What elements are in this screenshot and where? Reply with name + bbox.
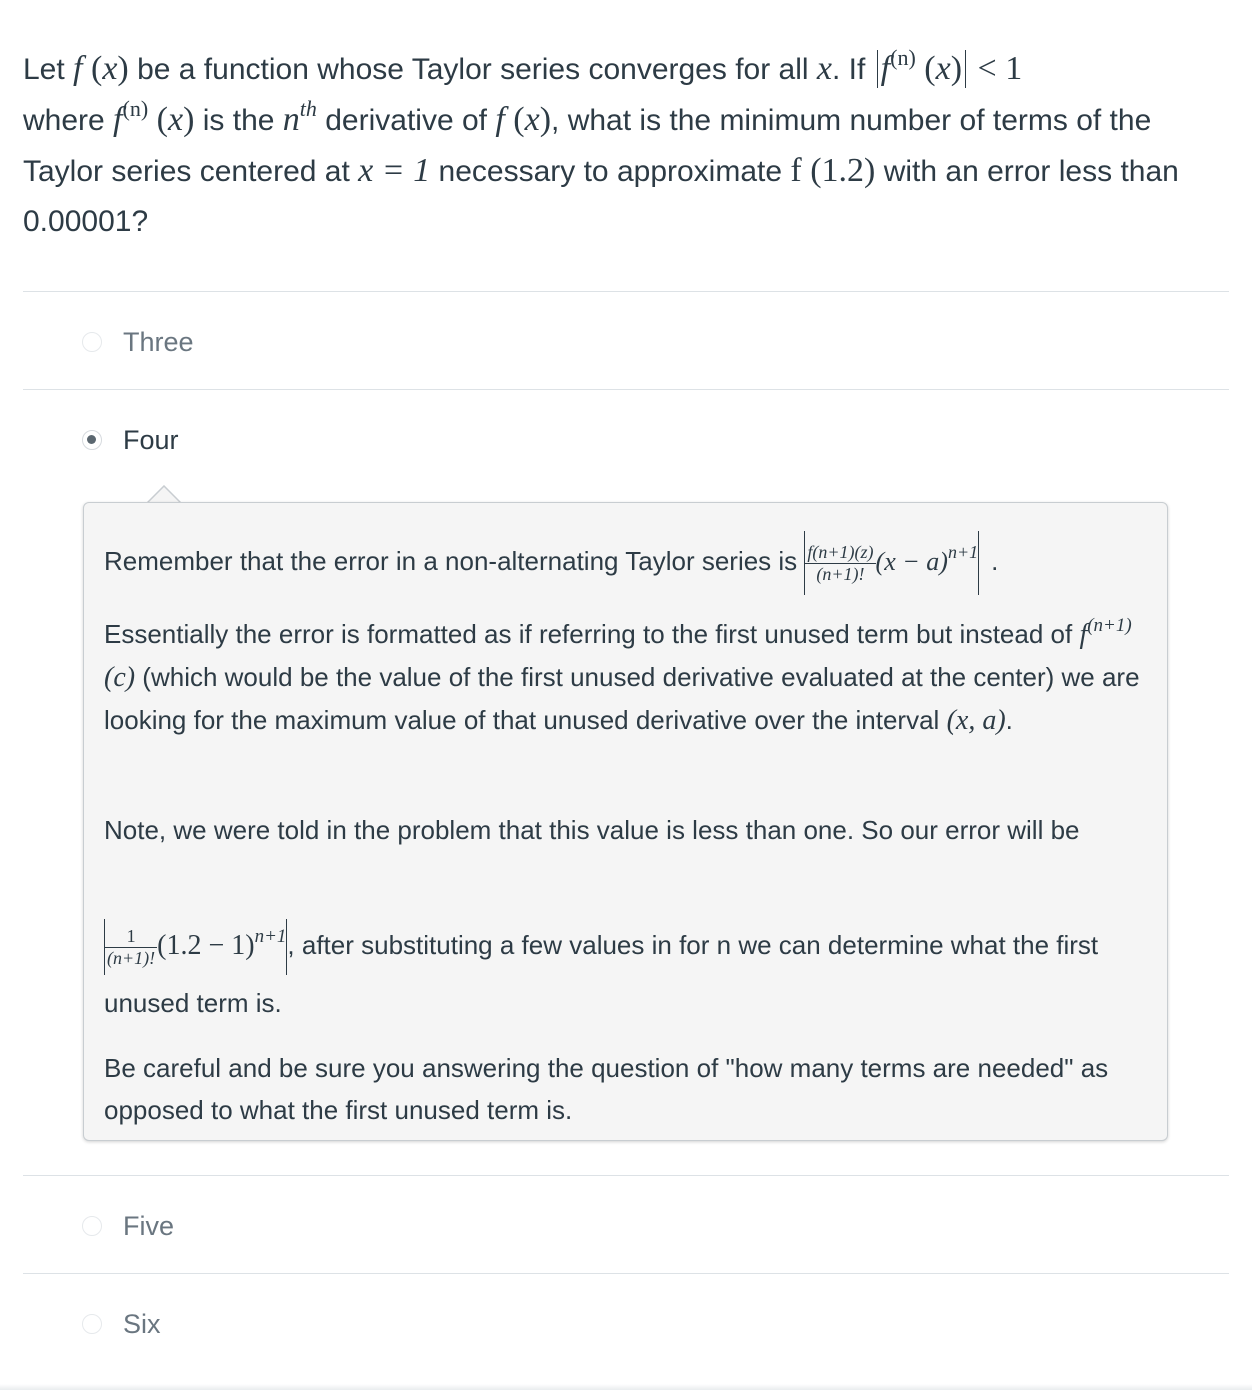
error-fraction: $\frac{f(n+1)(z)}{(n+1)!}$ [807, 541, 874, 584]
question-fragment: necessary to approximate [430, 155, 791, 188]
question-fragment: , what is the minimum number of terms of the Taylor series centered at [23, 104, 1152, 188]
math-nth: $n^{th}$ [282, 96, 317, 138]
math-interval: (x, a) [946, 705, 1006, 736]
math-x: x [816, 50, 832, 87]
question-fragment: where [23, 104, 114, 137]
answer-option-three[interactable] [82, 327, 194, 357]
comment-text: Remember that the error in a non-alternating Taylor series is [104, 545, 805, 576]
math-fx: f (x) [495, 101, 552, 138]
question-text [23, 44, 1233, 247]
error-bound-fraction: $\frac{1}{(n+1)!}$ [107, 925, 156, 968]
radio-button[interactable] [82, 1216, 102, 1236]
math-fx: f (x) [73, 50, 129, 87]
question-fragment: be a function whose Taylor series converges for all [128, 53, 817, 86]
math-center: x = 1 [358, 152, 431, 189]
answer-option-five[interactable] [82, 1211, 174, 1241]
math-derivative-bound: $f^{(n)}$ (x) < 1 [874, 50, 1023, 87]
math-f-n1: $f^{(n+1)}$ (c) [104, 615, 1132, 693]
divider [23, 1273, 1229, 1274]
comment-text: Be careful and be sure you answering the question of "how many terms are needed" as opposed to what the first unused term is. [104, 1053, 1109, 1125]
question-fragment: . If [831, 53, 874, 86]
comment-text: . [1005, 705, 1013, 735]
comment-paragraph-1 [104, 531, 1149, 595]
comment-paragraph-5 [104, 1047, 1149, 1131]
radio-button[interactable] [82, 1314, 102, 1334]
comment-text: . [991, 545, 999, 576]
math-error-tail: $(x - a)^{n+1}$ [875, 541, 979, 576]
question-fragment: is the [194, 104, 283, 137]
question-fragment: derivative of [316, 104, 496, 137]
answer-label: Four [123, 424, 179, 455]
answer-comment [83, 502, 1168, 1141]
comment-text: , after substituting a few values in for n we can determine what the first unused term is. [104, 930, 1099, 1019]
answer-label: Three [123, 326, 194, 357]
math-fn: $f^{(n)}$ (x) [113, 96, 195, 138]
answer-label: Six [123, 1308, 161, 1339]
comment-text: (which would be the value of the first unused derivative evaluated at the center) we are looking for the maximum value of that unused derivative over the interval [104, 662, 1140, 735]
question-fragment: Let [23, 53, 74, 86]
comment-text: Note, we were told in the problem that this value is less than one. So our error will be [104, 815, 1080, 845]
divider [23, 389, 1229, 390]
radio-button[interactable] [82, 332, 102, 352]
math-bound-tail: $(1.2 - 1)^{n+1}$ [157, 926, 287, 961]
divider [23, 1175, 1229, 1176]
math-f12: f (1.2) [790, 152, 876, 189]
comment-paragraph-3 [104, 809, 1149, 851]
question-fragment: with an error less than 0.00001? [23, 155, 1179, 238]
comment-paragraph-2 [104, 613, 1149, 742]
bottom-edge-shadow [0, 1384, 1252, 1390]
comment-text: Essentially the error is formatted as if referring to the first unused term but instead of [104, 619, 1080, 649]
answer-option-six[interactable] [82, 1309, 161, 1339]
comment-paragraph-4 [104, 917, 1149, 1031]
divider [23, 291, 1229, 292]
answer-label: Five [123, 1210, 175, 1241]
answer-option-four[interactable] [82, 425, 179, 455]
radio-button-selected[interactable] [82, 430, 102, 450]
